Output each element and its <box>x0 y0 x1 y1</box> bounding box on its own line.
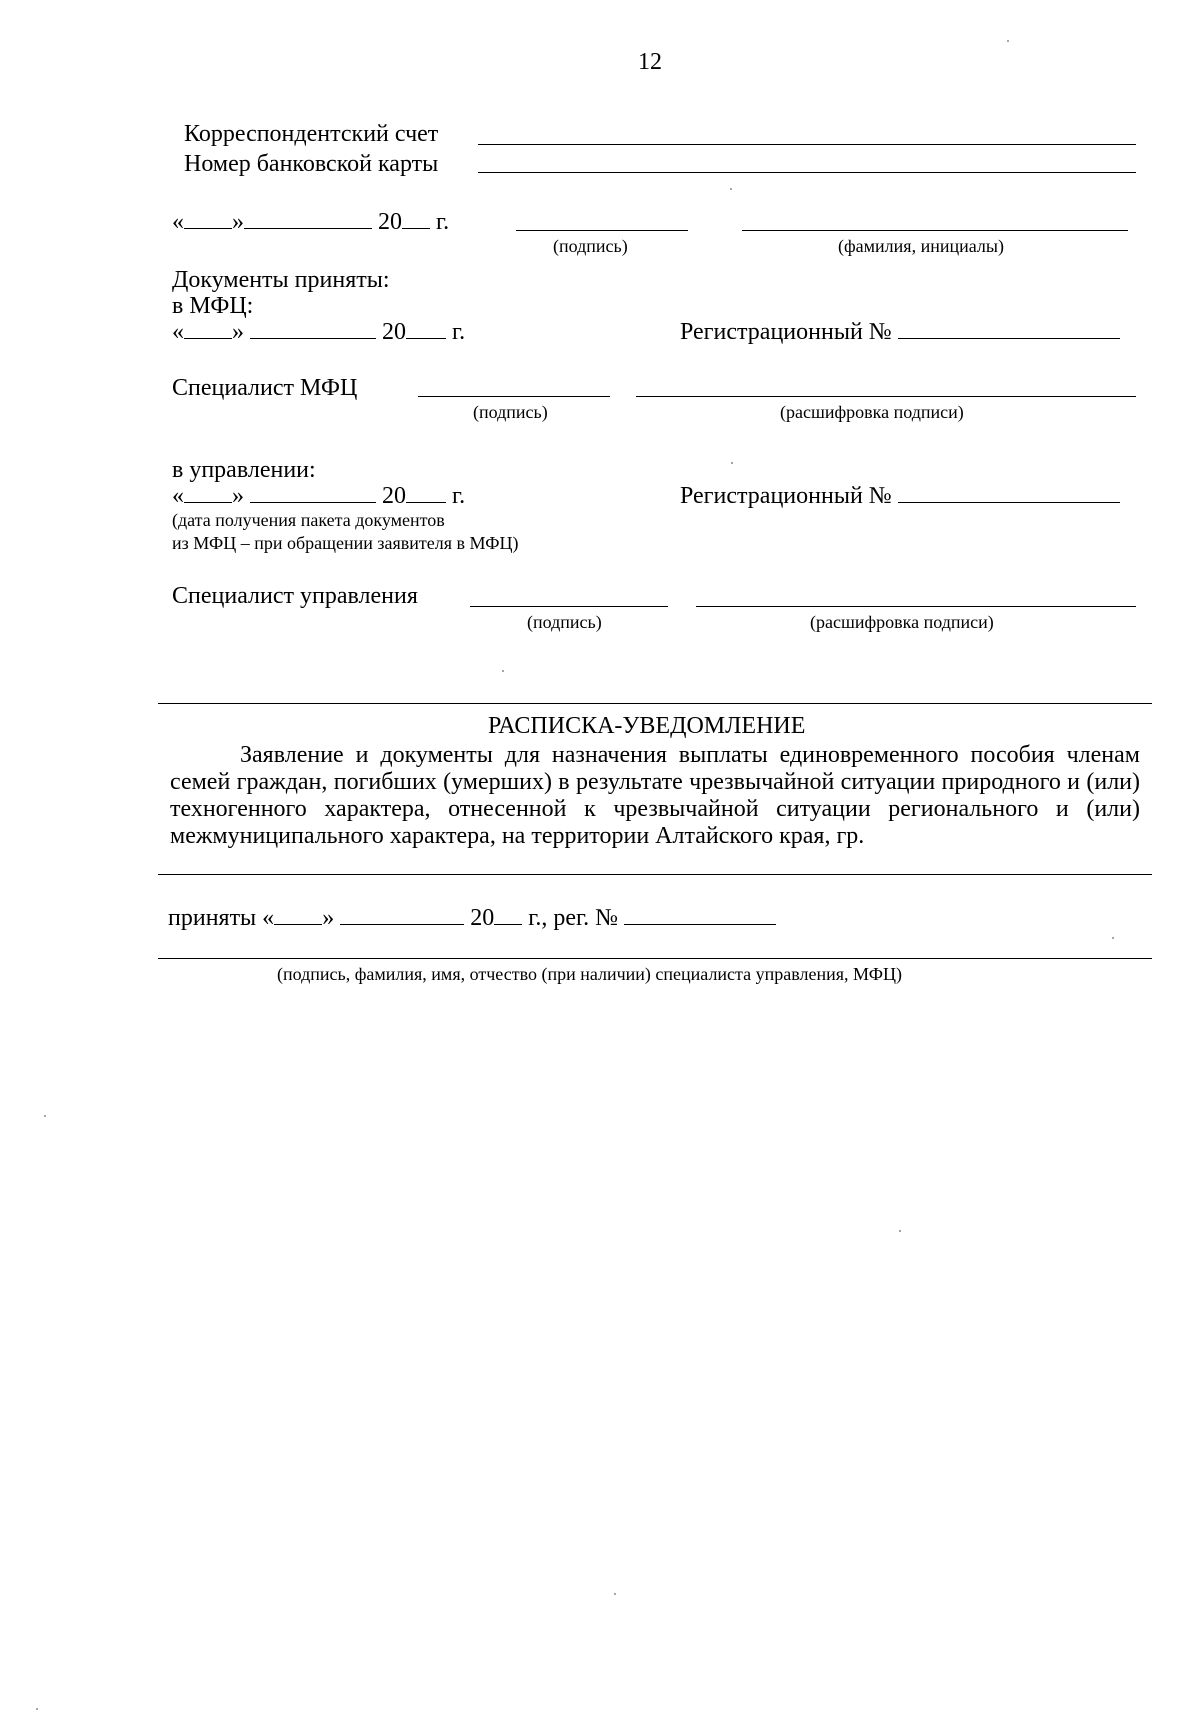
in-department-heading: в управлении: <box>172 457 316 483</box>
section-separator <box>158 703 1152 704</box>
scan-speck <box>1007 40 1009 42</box>
receipt-accepted-row: приняты « » 20 г., рег. № <box>168 904 776 932</box>
mfc-specialist-decode-caption: (расшифровка подписи) <box>780 402 964 422</box>
corr-account-line <box>478 144 1136 145</box>
scan-speck <box>36 1708 38 1710</box>
applicant-name-line <box>742 230 1128 231</box>
department-date: « » 20 г. <box>172 483 466 509</box>
docs-accepted-heading: Документы приняты: <box>172 267 390 293</box>
mfc-reg-number: Регистрационный № <box>680 318 1120 346</box>
receipt-signature-line <box>158 958 1152 959</box>
dept-specialist-signature-line <box>470 606 668 607</box>
card-number-label: Номер банковской карты <box>184 151 439 177</box>
department-reg-number: Регистрационный № <box>680 482 1120 510</box>
corr-account-label: Корреспондентский счет <box>184 121 439 147</box>
page-number: 12 <box>638 49 662 75</box>
dept-specialist-decode-caption: (расшифровка подписи) <box>810 612 994 632</box>
department-date-note-line2: из МФЦ – при обращении заявителя в МФЦ) <box>172 533 519 553</box>
applicant-date: « » 20 г. <box>172 209 450 235</box>
dept-specialist-label: Специалист управления <box>172 583 418 609</box>
scan-speck <box>614 1593 616 1595</box>
applicant-signature-caption: (подпись) <box>553 236 628 256</box>
scan-speck <box>731 462 733 464</box>
card-number-line <box>478 172 1136 173</box>
scan-speck <box>44 1115 46 1117</box>
dept-specialist-signature-caption: (подпись) <box>527 612 602 632</box>
receipt-body: Заявление и документы для назначения выплаты единовременного пособия членам семей граждан, погибших (умерших) в результате чрезвычайной ситуации природного и (или) техногенного характера, отнесенной к чрезвычайной ситуации регионального и (или) межмуниципального характера, на территории Алтайского края, гр. <box>170 742 1140 849</box>
receipt-name-line <box>158 874 1152 875</box>
scan-speck <box>899 1230 901 1232</box>
applicant-name-caption: (фамилия, инициалы) <box>838 236 1004 256</box>
mfc-specialist-label: Специалист МФЦ <box>172 375 358 401</box>
scan-speck <box>730 188 732 190</box>
applicant-signature-line <box>516 230 688 231</box>
dept-specialist-decode-line <box>696 606 1136 607</box>
scan-speck <box>1112 937 1114 939</box>
department-date-note-line1: (дата получения пакета документов <box>172 510 445 530</box>
scan-speck <box>502 670 504 672</box>
mfc-specialist-signature-line <box>418 396 610 397</box>
receipt-title: РАСПИСКА-УВЕДОМЛЕНИЕ <box>488 713 806 739</box>
mfc-date: « » 20 г. <box>172 319 466 345</box>
mfc-specialist-decode-line <box>636 396 1136 397</box>
docs-in-mfc-label: в МФЦ: <box>172 293 254 319</box>
receipt-footer-caption: (подпись, фамилия, имя, отчество (при наличии) специалиста управления, МФЦ) <box>277 964 903 984</box>
mfc-specialist-signature-caption: (подпись) <box>473 402 548 422</box>
